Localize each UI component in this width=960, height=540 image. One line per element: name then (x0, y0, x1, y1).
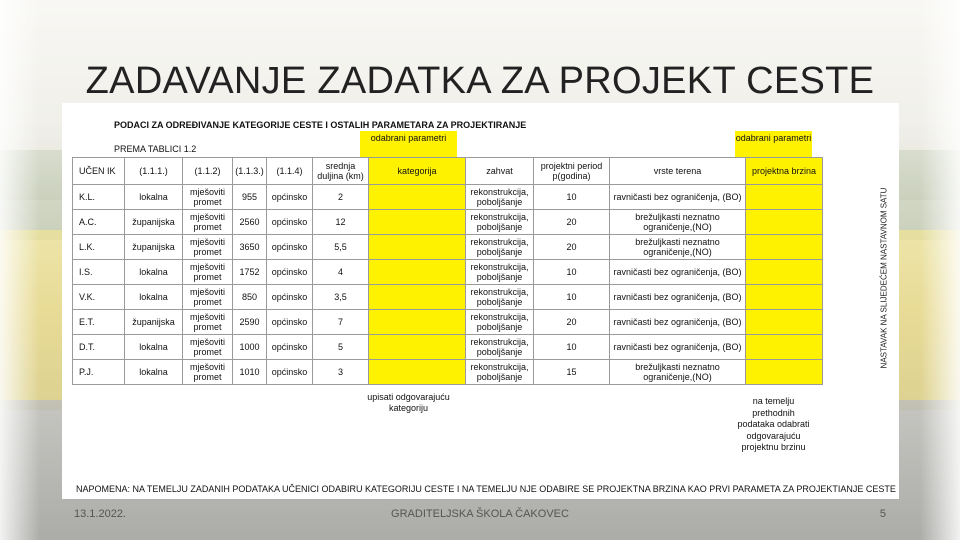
header-design-speed: projektna brzina (746, 158, 823, 185)
header-1-1-2: (1.1.2) (183, 158, 233, 185)
header-terrain: vrste terena (610, 158, 746, 185)
cell-road-type: lokalna (125, 335, 183, 360)
footer-page-number: 5 (879, 508, 886, 520)
cell-work: rekonstrukcija, poboljšanje (466, 260, 534, 285)
cell-design-speed (746, 310, 823, 335)
table-row (73, 335, 823, 360)
cell-average-length: 2 (313, 185, 369, 210)
cell-category (369, 310, 466, 335)
cell-significance: općinsko (267, 335, 313, 360)
cell-average-length: 3,5 (313, 285, 369, 310)
cell-traffic-type: mješoviti promet (183, 360, 233, 385)
cell-traffic-volume: 955 (233, 185, 267, 210)
cell-significance: općinsko (267, 360, 313, 385)
cell-design-speed (746, 210, 823, 235)
road-parameters-table (72, 157, 823, 385)
cell-design-speed (746, 335, 823, 360)
cell-student: I.S. (73, 260, 125, 285)
selected-parameters-header-left: odabrani parametri (360, 131, 457, 157)
footer-school: GRADITELJSKA ŠKOLA ČAKOVEC (391, 508, 569, 520)
header-design-period: projektni period p(godina) (534, 158, 610, 185)
cell-road-type: lokalna (125, 360, 183, 385)
cell-work: rekonstrukcija, poboljšanje (466, 210, 534, 235)
cell-design-speed (746, 260, 823, 285)
cell-student: V.K. (73, 285, 125, 310)
cell-design-speed (746, 235, 823, 260)
cell-average-length: 3 (313, 360, 369, 385)
cell-significance: općinsko (267, 210, 313, 235)
table-header-row (73, 158, 823, 185)
header-1-1-1: (1.1.1.) (125, 158, 183, 185)
cell-road-type: lokalna (125, 185, 183, 210)
intro-line-2: PREMA TABLICI 1.2 (114, 144, 197, 154)
cell-design-period: 10 (534, 335, 610, 360)
selected-parameters-header-right: odabrani parametri (735, 131, 812, 157)
cell-road-type: županijska (125, 210, 183, 235)
cell-terrain: ravničasti bez ograničenja, (BO) (610, 285, 746, 310)
cell-traffic-volume: 3650 (233, 235, 267, 260)
cell-student: K.L. (73, 185, 125, 210)
cell-design-period: 20 (534, 235, 610, 260)
table-row (73, 260, 823, 285)
cell-design-period: 15 (534, 360, 610, 385)
header-student: UČEN IK (73, 158, 125, 185)
cell-terrain: ravničasti bez ograničenja, (BO) (610, 260, 746, 285)
cell-work: rekonstrukcija, poboljšanje (466, 235, 534, 260)
side-note (870, 183, 898, 373)
table-row (73, 360, 823, 385)
cell-average-length: 7 (313, 310, 369, 335)
cell-traffic-volume: 1752 (233, 260, 267, 285)
cell-student: A.C. (73, 210, 125, 235)
cell-average-length: 5 (313, 335, 369, 360)
cell-road-type: lokalna (125, 285, 183, 310)
cell-work: rekonstrukcija, poboljšanje (466, 285, 534, 310)
cell-category (369, 260, 466, 285)
cell-work: rekonstrukcija, poboljšanje (466, 360, 534, 385)
cell-traffic-volume: 1000 (233, 335, 267, 360)
header-average-length: srednja duljina (km) (313, 158, 369, 185)
cell-design-speed (746, 285, 823, 310)
cell-student: L.K. (73, 235, 125, 260)
spreadsheet-panel (62, 103, 899, 499)
cell-significance: općinsko (267, 235, 313, 260)
cell-design-speed (746, 360, 823, 385)
cell-road-type: županijska (125, 235, 183, 260)
cell-average-length: 12 (313, 210, 369, 235)
cell-average-length: 4 (313, 260, 369, 285)
cell-significance: općinsko (267, 285, 313, 310)
cell-traffic-type: mješoviti promet (183, 285, 233, 310)
cell-category (369, 185, 466, 210)
cell-traffic-type: mješoviti promet (183, 260, 233, 285)
cell-work: rekonstrukcija, poboljšanje (466, 335, 534, 360)
cell-terrain: ravničasti bez ograničenja, (BO) (610, 310, 746, 335)
cell-traffic-volume: 1010 (233, 360, 267, 385)
slide-title: ZADAVANJE ZADATKA ZA PROJEKT CESTE (85, 60, 875, 102)
cell-design-period: 10 (534, 185, 610, 210)
cell-traffic-type: mješoviti promet (183, 335, 233, 360)
cell-terrain: brežuljkasti neznatno ograničenje,(NO) (610, 210, 746, 235)
cell-terrain: ravničasti bez ograničenja, (BO) (610, 335, 746, 360)
cell-design-speed (746, 185, 823, 210)
note-category: upisati odgovarajuću kategoriju (367, 392, 450, 413)
cell-traffic-volume: 2590 (233, 310, 267, 335)
cell-significance: općinsko (267, 185, 313, 210)
cell-category (369, 335, 466, 360)
header-work: zahvat (466, 158, 534, 185)
cell-significance: općinsko (267, 260, 313, 285)
cell-work: rekonstrukcija, poboljšanje (466, 185, 534, 210)
cell-work: rekonstrukcija, poboljšanje (466, 310, 534, 335)
cell-student: D.T. (73, 335, 125, 360)
cell-design-period: 10 (534, 285, 610, 310)
header-category: kategorija (369, 158, 466, 185)
cell-terrain: brežuljkasti neznatno ograničenje,(NO) (610, 235, 746, 260)
cell-design-period: 20 (534, 210, 610, 235)
cell-design-period: 10 (534, 260, 610, 285)
table-row (73, 185, 823, 210)
cell-student: P.J. (73, 360, 125, 385)
cell-road-type: lokalna (125, 260, 183, 285)
cell-average-length: 5,5 (313, 235, 369, 260)
cell-terrain: brežuljkasti neznatno ograničenje,(NO) (610, 360, 746, 385)
side-note-text: NASTAVAK NA SLIJEDEĆEM NASTAVNOM SATU (879, 187, 889, 369)
cell-category (369, 210, 466, 235)
header-1-1-3: (1.1.3.) (233, 158, 267, 185)
header-1-1-4: (1.1.4) (267, 158, 313, 185)
cell-traffic-type: mješoviti promet (183, 310, 233, 335)
cell-traffic-type: mješoviti promet (183, 210, 233, 235)
table-row (73, 285, 823, 310)
table-row (73, 210, 823, 235)
table-row (73, 310, 823, 335)
table-row (73, 235, 823, 260)
intro-line-1: PODACI ZA ODREĐIVANJE KATEGORIJE CESTE I OSTALIH PARAMETARA ZA PROJEKTIRANJE (114, 120, 527, 130)
cell-terrain: ravničasti bez ograničenja, (BO) (610, 185, 746, 210)
cell-traffic-type: mješoviti promet (183, 235, 233, 260)
cell-traffic-volume: 850 (233, 285, 267, 310)
cell-category (369, 235, 466, 260)
cell-traffic-type: mješoviti promet (183, 185, 233, 210)
footer-date: 13.1.2022. (74, 508, 126, 520)
cell-significance: općinsko (267, 310, 313, 335)
cell-traffic-volume: 2560 (233, 210, 267, 235)
remark: NAPOMENA: NA TEMELJU ZADANIH PODATAKA UČENICI ODABIRU KATEGORIJU CESTE I NA TEMELJU NJE ODABIRE SE PROJEKTNA BRZINA KAO PRVI PARAMETA ZA PROJEKTIANJE CESTE (76, 484, 896, 494)
cell-design-period: 20 (534, 310, 610, 335)
cell-road-type: županijska (125, 310, 183, 335)
note-design-speed: na temelju prethodnih podataka odabrati odgovarajuću projektnu brzinu (737, 396, 810, 452)
cell-category (369, 285, 466, 310)
cell-student: E.T. (73, 310, 125, 335)
cell-category (369, 360, 466, 385)
